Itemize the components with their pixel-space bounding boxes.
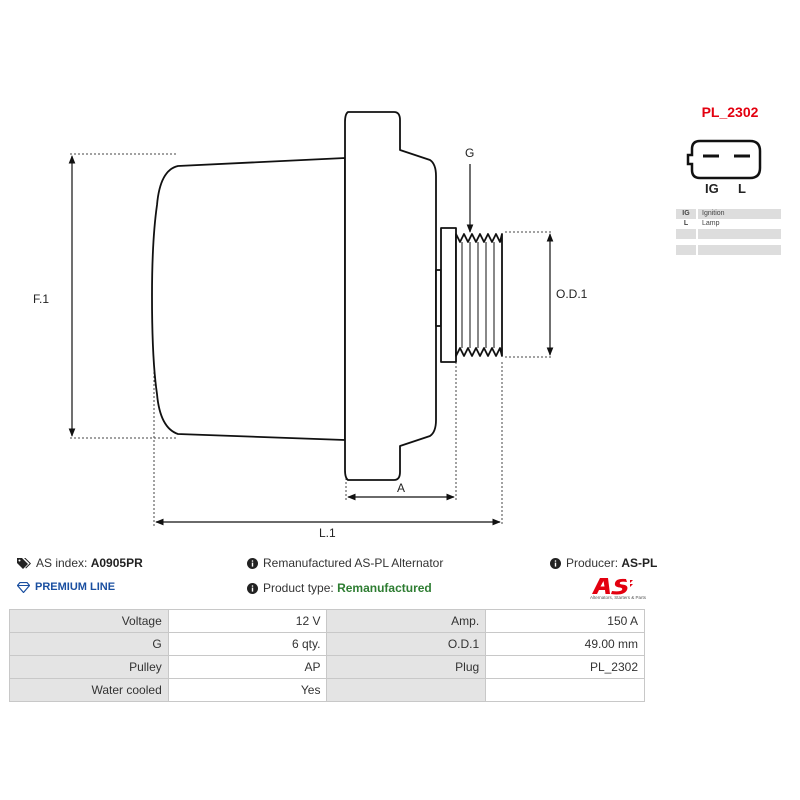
info-icon (550, 558, 561, 569)
as-pl-logo (586, 576, 650, 602)
spec-label: Pulley (10, 656, 169, 679)
info-icon (247, 558, 258, 569)
spec-label (327, 679, 486, 702)
dim-a-label: A (397, 481, 406, 495)
table-row (10, 679, 645, 702)
spec-label: Water cooled (10, 679, 169, 702)
plug-connector-icon (688, 141, 760, 178)
spec-label: G (10, 633, 169, 656)
table-row (10, 633, 645, 656)
legend-code: IG (676, 209, 696, 219)
legend-row (676, 209, 781, 219)
dim-od1-label: O.D.1 (556, 287, 588, 301)
as-index (17, 556, 143, 570)
as-index-value: A0905PR (90, 556, 143, 570)
spec-value: 6 qty. (168, 633, 327, 656)
spec-label: Voltage (10, 610, 169, 633)
legend-name: Ignition (698, 209, 781, 219)
spec-value: Yes (168, 679, 327, 702)
legend-row (676, 219, 781, 229)
legend-name: Lamp (698, 219, 781, 229)
spec-value (486, 679, 645, 702)
tags-icon (17, 557, 31, 569)
spec-value: 12 V (168, 610, 327, 633)
spec-value: 49.00 mm (486, 633, 645, 656)
product-type-value: Remanufactured (337, 581, 432, 595)
plug-pin-legend (676, 209, 781, 255)
description-text: Remanufactured AS-PL Alternator (263, 556, 444, 570)
product-type-label: Product type: (263, 581, 334, 595)
spec-value: PL_2302 (486, 656, 645, 679)
spec-value: 150 A (486, 610, 645, 633)
table-row (10, 656, 645, 679)
plug-pin-ig-label: IG (705, 181, 719, 196)
legend-row-empty (676, 229, 781, 239)
dim-f1-label: F.1 (33, 292, 50, 306)
diamond-icon (17, 582, 30, 593)
producer-value: AS-PL (621, 556, 658, 570)
spec-label: Plug (327, 656, 486, 679)
premium-line-text: PREMIUM LINE (35, 581, 116, 593)
legend-row-empty (676, 245, 781, 255)
plug-title: PL_2302 (701, 104, 759, 120)
legend-code: L (676, 219, 696, 229)
premium-line-badge (17, 581, 115, 593)
spec-label: Amp. (327, 610, 486, 633)
spec-value: AP (168, 656, 327, 679)
as-index-label: AS index: (36, 556, 88, 570)
producer (550, 556, 657, 570)
product-type (247, 581, 432, 595)
plug-pin-l-label: L (738, 181, 746, 196)
logo-tagline: Alternators, Starters & Parts (589, 595, 647, 600)
dim-l1-label: L.1 (319, 526, 336, 540)
product-description (247, 556, 443, 570)
dim-g-label: G (465, 146, 475, 160)
spec-table (9, 609, 645, 702)
info-icon (247, 583, 258, 594)
table-row (10, 610, 645, 633)
spec-label: O.D.1 (327, 633, 486, 656)
producer-label: Producer: (566, 556, 619, 570)
